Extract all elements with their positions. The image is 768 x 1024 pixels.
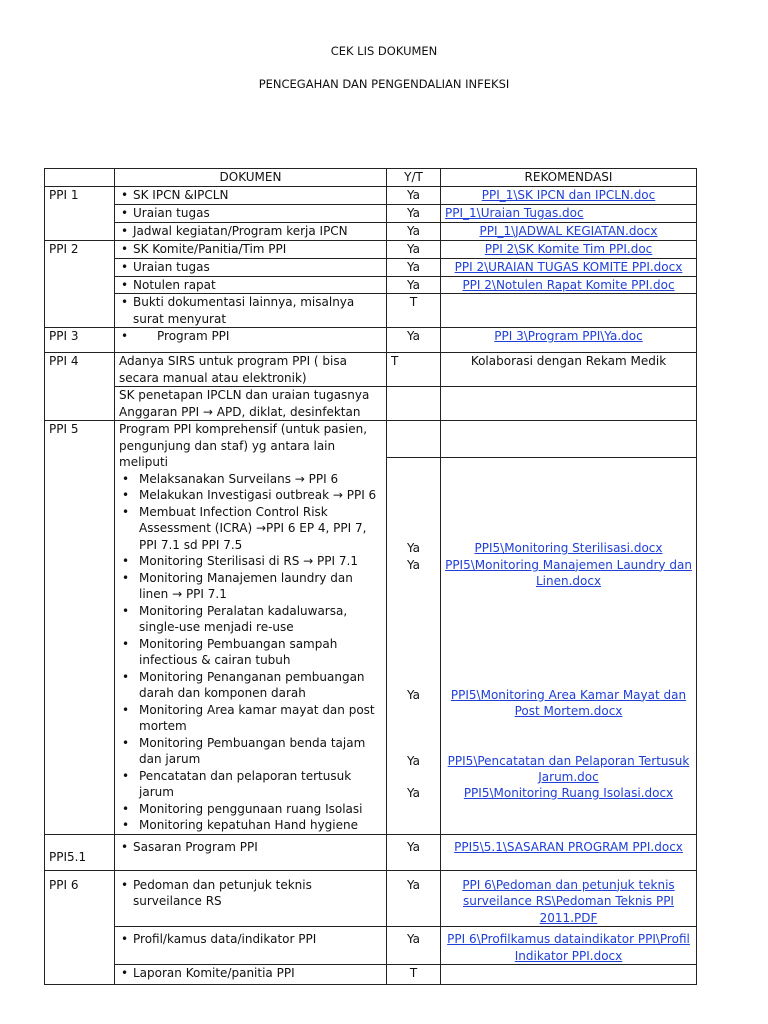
- rek-link[interactable]: PPI_1\JADWAL KEGIATAN.docx: [479, 224, 658, 238]
- yt-cell: Ya: [387, 927, 441, 965]
- rek-cell: [441, 276, 697, 294]
- yt-cell: T: [387, 965, 441, 985]
- rek-cell: [441, 259, 697, 277]
- table-row: [45, 241, 697, 259]
- ppi51-code: PPI5.1: [45, 834, 115, 870]
- ppi4-code: PPI 4: [45, 353, 115, 421]
- rek-cell: [441, 834, 697, 870]
- list-item: • Monitoring Penanganan pembuangan darah dan komponen darah: [119, 669, 382, 702]
- table-row: [45, 927, 697, 965]
- list-item: • Pencatatan dan pelaporan tertusuk jarum: [119, 768, 382, 801]
- table-row: [45, 259, 697, 277]
- rek-cell: [441, 241, 697, 259]
- doc-cell: [115, 205, 387, 223]
- header-rekomendasi: REKOMENDASI: [441, 169, 697, 187]
- doc-cell: [115, 187, 387, 205]
- table-row: [45, 276, 697, 294]
- doc-item: • Profil/kamus data/indikator PPI: [119, 931, 382, 948]
- list-item: • Membuat Infection Control Risk Assessment (ICRA) →PPI 6 EP 4, PPI 7, PPI 7.1 sd PPI 7.5: [119, 504, 382, 554]
- rek-link[interactable]: PPI_1\SK IPCN dan IPCLN.doc: [481, 188, 656, 202]
- doc-cell: [115, 241, 387, 259]
- yt-cell: [387, 457, 441, 834]
- rek-cell: [441, 927, 697, 965]
- list-item: • Monitoring Manajemen laundry dan linen → PPI 7.1: [119, 570, 382, 603]
- ppi5-code: PPI 5: [45, 421, 115, 835]
- header-dokumen: DOKUMEN: [115, 169, 387, 187]
- doc-list: [119, 471, 382, 834]
- yt-isolasi: Ya: [406, 785, 421, 800]
- list-item: • Monitoring Peralatan kadaluwarsa, single-use menjadi re-use: [119, 603, 382, 636]
- doc-item: • Bukti dokumentasi lainnya, misalnya surat menyurat: [119, 294, 382, 327]
- rek-link[interactable]: PPI_1\Uraian Tugas.doc: [445, 206, 584, 220]
- table-row: [45, 294, 697, 328]
- list-item: • Monitoring penggunaan ruang Isolasi: [119, 801, 382, 818]
- doc-item: • Uraian tugas: [119, 259, 382, 276]
- yt-cell: Ya: [387, 259, 441, 277]
- list-item: • Melakukan Investigasi outbreak → PPI 6: [119, 487, 382, 504]
- yt-cell: T: [387, 294, 441, 328]
- rek-link-laundry[interactable]: PPI5\Monitoring Manajemen Laundry dan Linen.docx: [445, 557, 692, 589]
- doc-cell: [115, 421, 387, 835]
- table-row: [45, 223, 697, 241]
- rek-link[interactable]: PPI 2\URAIAN TUGAS KOMITE PPI.docx: [454, 260, 683, 274]
- rek-link-jarum[interactable]: PPI5\Pencatatan dan Pelaporan Tertusuk Jarum.doc: [447, 753, 690, 785]
- yt-cell: Ya: [387, 276, 441, 294]
- doc-item: • Jadwal kegiatan/Program kerja IPCN: [119, 223, 382, 240]
- table-row: [45, 421, 697, 458]
- doc-item: • Sasaran Program PPI: [119, 839, 382, 856]
- doc-cell: [115, 223, 387, 241]
- header-yt: Y/T: [387, 169, 441, 187]
- checklist-table: [44, 168, 697, 985]
- doc-cell: [115, 328, 387, 353]
- rek-cell: [441, 328, 697, 353]
- rek-link[interactable]: PPI5\5.1\SASARAN PROGRAM PPI.docx: [454, 839, 683, 854]
- rek-cell: [441, 205, 697, 223]
- yt-cell: Ya: [387, 187, 441, 205]
- doc-item: • Notulen rapat: [119, 277, 382, 294]
- ppi3-code: PPI 3: [45, 328, 115, 353]
- doc-item: • Pedoman dan petunjuk teknis surveilance RS: [119, 877, 382, 910]
- rek-cell: [441, 965, 697, 985]
- doc-intro: Program PPI komprehensif (untuk pasien, pengunjung dan staf) yg antara lain meliputi: [119, 422, 368, 469]
- yt-laundry: Ya: [406, 557, 421, 572]
- doc-cell: Adanya SIRS untuk program PPI ( bisa secara manual atau elektronik): [115, 353, 387, 387]
- doc-item: • SK IPCN &IPCLN: [119, 187, 382, 204]
- table-row: [45, 187, 697, 205]
- doc-cell: [115, 870, 387, 927]
- doc-cell: [115, 834, 387, 870]
- table-row: [45, 834, 697, 870]
- yt-cell: Ya: [387, 205, 441, 223]
- table-row: [45, 965, 697, 985]
- list-item: • Monitoring Area kamar mayat dan post mortem: [119, 702, 382, 735]
- ppi2-code: PPI 2: [45, 241, 115, 328]
- header-empty: [45, 169, 115, 187]
- rek-link-isolasi[interactable]: PPI5\Monitoring Ruang Isolasi.docx: [463, 785, 674, 800]
- yt-steril: Ya: [406, 540, 421, 555]
- rek-cell: Kolaborasi dengan Rekam Medik: [441, 353, 697, 387]
- doc-line: Anggaran PPI → APD, diklat, desinfektan: [119, 404, 361, 419]
- yt-jarum: Ya: [406, 753, 421, 768]
- doc-item: • Uraian tugas: [119, 205, 382, 222]
- rek-cell: [441, 870, 697, 927]
- rek-link[interactable]: PPI 6\Pedoman dan petunjuk teknis surveilance RS\Pedoman Teknis PPI 2011.PDF: [462, 877, 675, 925]
- rek-link-kamar[interactable]: PPI5\Monitoring Area Kamar Mayat dan Post Mortem.docx: [450, 687, 687, 719]
- rek-cell: [441, 387, 697, 421]
- rek-cell: [441, 294, 697, 328]
- doc-cell: [115, 387, 387, 421]
- table-row: [45, 328, 697, 353]
- doc-cell: [115, 927, 387, 965]
- rek-link[interactable]: PPI 6\Profilkamus dataindikator PPI\Profil Indikator PPI.docx: [447, 932, 690, 963]
- rek-link[interactable]: PPI 2\SK Komite Tim PPI.doc: [484, 242, 653, 256]
- rek-cell: [441, 457, 697, 834]
- yt-cell: Ya: [387, 328, 441, 353]
- rek-link[interactable]: PPI 2\Notulen Rapat Komite PPI.doc: [462, 277, 675, 292]
- list-item: • Monitoring Pembuangan benda tajam dan jarum: [119, 735, 382, 768]
- list-item: • Melaksanakan Surveilans → PPI 6: [119, 471, 382, 488]
- ppi1-code: PPI 1: [45, 187, 115, 241]
- ppi6-code: PPI 6: [45, 870, 115, 985]
- doc-cell: [115, 276, 387, 294]
- document-subtitle: PENCEGAHAN DAN PENGENDALIAN INFEKSI: [258, 77, 510, 91]
- doc-cell: [115, 294, 387, 328]
- yt-cell: Ya: [387, 870, 441, 927]
- yt-kamar: Ya: [406, 687, 421, 702]
- doc-cell: [115, 259, 387, 277]
- rek-cell: [441, 421, 697, 458]
- rek-cell: [441, 223, 697, 241]
- yt-cell: [387, 387, 441, 421]
- list-item: • Monitoring Sterilisasi di RS → PPI 7.1: [119, 553, 382, 570]
- table-row: [45, 387, 697, 421]
- yt-cell: [387, 421, 441, 458]
- list-item: • Monitoring Pembuangan sampah infectious & cairan tubuh: [119, 636, 382, 669]
- doc-item: • Laporan Komite/panitia PPI: [119, 965, 382, 982]
- rek-link[interactable]: PPI 3\Program PPI\Ya.doc: [494, 329, 643, 343]
- doc-cell: [115, 965, 387, 985]
- rek-link-steril[interactable]: PPI5\Monitoring Sterilisasi.docx: [474, 540, 663, 555]
- rek-cell: [441, 187, 697, 205]
- list-item: • Monitoring kepatuhan Hand hygiene: [119, 817, 382, 834]
- yt-cell: Ya: [387, 834, 441, 870]
- yt-cell: Ya: [387, 223, 441, 241]
- table-row: [45, 205, 697, 223]
- document-title: CEK LIS DOKUMEN: [330, 44, 438, 58]
- doc-item-text: Program PPI: [157, 329, 230, 343]
- yt-cell: T: [387, 353, 441, 387]
- header-row: [45, 169, 697, 187]
- doc-item: [119, 328, 382, 345]
- yt-cell: Ya: [387, 241, 441, 259]
- doc-line: SK penetapan IPCLN dan uraian tugasnya: [119, 388, 370, 402]
- table-row: [45, 353, 697, 387]
- doc-item: • SK Komite/Panitia/Tim PPI: [119, 241, 382, 258]
- table-row: [45, 870, 697, 927]
